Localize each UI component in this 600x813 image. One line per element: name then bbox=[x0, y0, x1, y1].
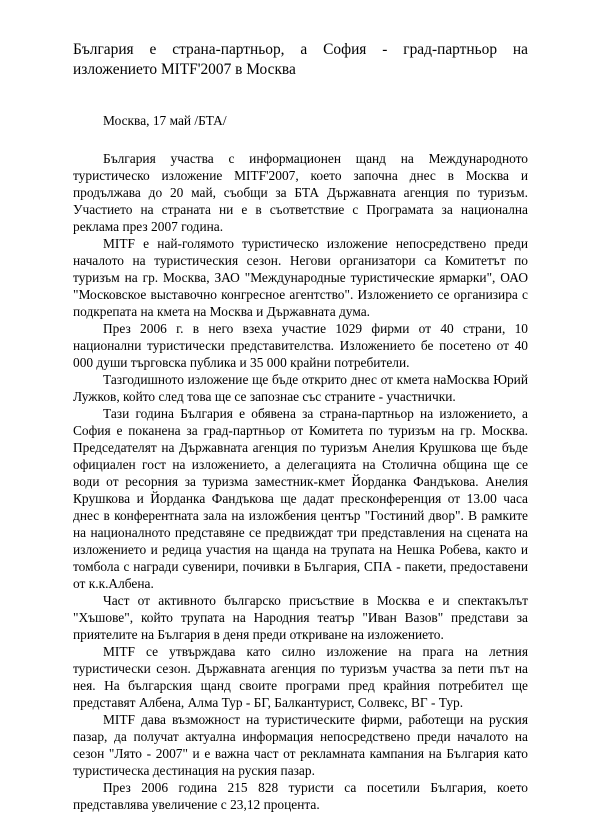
paragraph: MITF се утвърждава като силно изложение на прага на летния туристически сезон. Държавната агенция по туризъм участва за пети път на нея. На българския щанд своите програми пред крайния потребител ще представят Албена, Алма Тур - БГ, Балкантурист, Солвекс, ВГ - Тур. bbox=[73, 644, 528, 710]
paragraph: България участва с информационен щанд на Международното туристическо изложение MITF'2007, което започна днес в Москва и продължава до 20 май, съобщи за БТА Държавната агенция по туризъм. Участието на страната ни е в съответствие с Програмата за национална реклама през 2007 година. bbox=[73, 151, 528, 234]
document-title: България е страна-партньор, а София - град-партньор на изложението MITF'2007 в Москва bbox=[73, 41, 528, 78]
paragraph: Тази година България е обявена за страна-партньор на изложението, а София е поканена за град-партньор от Комитета по туризъм на гр. Москва. Председателят на Държавната агенция по туризъм Анелия Крушкова ще бъде официален гост на изложението, а делегацията на Столична община ще се води от ресорния за туризма заместник-кмет Йорданка Фандъкова. Анелия Крушкова и Йорданка Фандъкова ще дадат пресконференция от 13.00 часа днес в конферентната зала на изложбения център "Гостиний двор". В рамките на националното представяне се предвиждат три представления на сцената на изложението и редица участия на щанда на трупата на Нешка Робева, както и томбола с награди сувенири, почивки в България, СПА - пакети, предоставени от к.к.Албена. bbox=[73, 406, 528, 591]
paragraph: Тазгодишното изложение ще бъде открито днес от кмета наМосква Юрий Лужков, който след това ще се запознае със страните - участнички. bbox=[73, 372, 528, 404]
paragraph: През 2006 г. в него взеха участие 1029 фирми от 40 страни, 10 национални туристически представителства. Изложението бе посетено от 40 000 души търговска публика и 35 000 крайни потребители. bbox=[73, 321, 528, 370]
paragraph: Част от активното българско присъствие в Москва е и спектакълът "Хъшове", който трупата на Народния театър "Иван Вазов" представи за приятелите на България в деня преди откриване на изложението. bbox=[73, 593, 528, 642]
paragraph: През 2006 година 215 828 туристи са посетили България, което представлява увеличение с 23,12 процента. bbox=[73, 780, 528, 812]
dateline: Москва, 17 май /БТА/ bbox=[103, 113, 227, 128]
paragraph: MITF е най-голямото туристическо изложение непосредствено преди началото на туристическия сезон. Негови организатори са Комитетът по туризъм на гр. Москва, ЗАО "Международные туристические ярмарки", ОАО "Московское выставочно конгресное агентство". Изложението се организира с подкрепата на кмета на Москва и Държавната дума. bbox=[73, 236, 528, 319]
article-body bbox=[73, 150, 528, 813]
paragraph: MITF дава възможност на туристическите фирми, работещи на руския пазар, да получат актуална информация непосредствено преди началото на сезон "Лято - 2007" и е важна част от рекламната кампания на България като туристическа дестинация на руския пазар. bbox=[73, 712, 528, 778]
